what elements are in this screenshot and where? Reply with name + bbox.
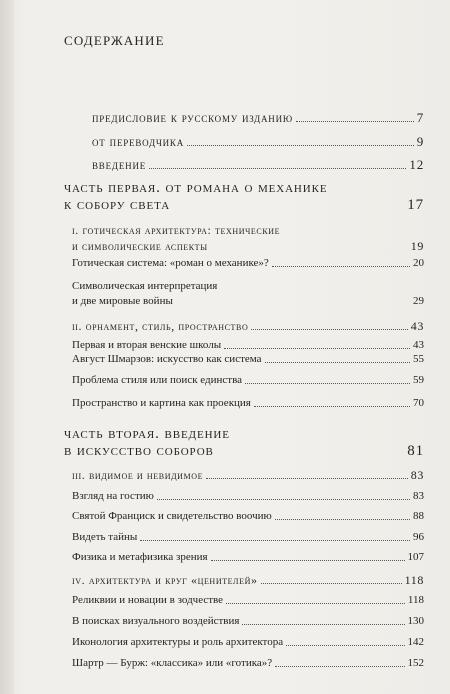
toc-page-number: 81 xyxy=(407,443,424,459)
toc-page-number: 9 xyxy=(416,134,424,149)
toc-page-number: 96 xyxy=(413,531,424,543)
toc-entry-title: от переводчика xyxy=(92,134,184,149)
toc-entry[interactable] xyxy=(72,373,424,388)
toc-page-number: 83 xyxy=(410,468,424,482)
toc-page-number: 7 xyxy=(416,110,424,125)
toc-chapter-title: i. готическая архитектура: технические и символические аспекты xyxy=(72,223,281,253)
toc-page-number: 118 xyxy=(404,573,424,587)
toc-part-two[interactable] xyxy=(64,426,424,460)
toc-entry-title: Готическая система: «роман о механике»? xyxy=(72,257,269,269)
toc-entry-title: Иконология архитектуры и роль архитектора xyxy=(72,636,284,648)
dot-leader xyxy=(224,348,410,349)
toc-entry-title: предисловие к русскому изданию xyxy=(92,110,293,125)
toc-entry-title: Видеть тайны xyxy=(72,531,138,543)
toc-page-number: 83 xyxy=(413,490,424,502)
toc-entry[interactable] xyxy=(72,396,424,411)
toc-chapter-title: ii. орнамент, стиль, пространство xyxy=(72,319,249,333)
toc-entry[interactable] xyxy=(72,338,424,353)
toc-chapter-title: iii. видимое и невидимое xyxy=(72,468,204,482)
toc-entry-title: Символическая интерпретация и две мировые войны xyxy=(72,280,218,307)
dot-leader xyxy=(245,383,410,384)
toc-entry-title: Взгляд на гостию xyxy=(72,490,154,502)
toc-entry-title: Август Шмарзов: искусство как система xyxy=(72,353,262,365)
dot-leader xyxy=(254,406,410,407)
toc-part-title: часть вторая. введение в искусство соборов xyxy=(64,426,230,459)
toc-entry-title: Шартр — Бурж: «классика» или «готика»? xyxy=(72,657,273,669)
toc-entry-preface[interactable] xyxy=(92,110,424,126)
toc-entry-introduction[interactable] xyxy=(92,157,424,173)
toc-page-number: 43 xyxy=(410,319,424,333)
toc-entry-title: В поисках визуального воздействия xyxy=(72,615,240,627)
dot-leader xyxy=(272,266,410,267)
toc-entry-title: Первая и вторая венские школы xyxy=(72,339,222,351)
dot-leader xyxy=(261,583,402,584)
dot-leader xyxy=(157,499,410,500)
toc-entry-title: Реликвии и новации в зодчестве xyxy=(72,594,224,606)
toc-entry[interactable] xyxy=(72,352,424,367)
toc-entry[interactable] xyxy=(72,530,424,545)
dot-leader xyxy=(286,645,404,646)
toc-entry-title: Проблема стиля или поиск единства xyxy=(72,374,243,386)
toc-page-number: 55 xyxy=(413,353,424,365)
toc-entry[interactable] xyxy=(72,509,424,524)
dot-leader xyxy=(211,560,405,561)
toc-page-number: 152 xyxy=(407,657,424,669)
toc-entry[interactable] xyxy=(72,635,424,650)
toc-page-number: 118 xyxy=(407,594,424,606)
toc-page-number: 142 xyxy=(407,636,424,648)
dot-leader xyxy=(242,624,404,625)
toc-page-number: 20 xyxy=(413,257,424,269)
page-title: содержание xyxy=(64,30,165,50)
toc-page-number: 12 xyxy=(409,157,424,172)
toc-entry[interactable] xyxy=(72,256,424,271)
toc-chapter-3[interactable] xyxy=(72,467,424,483)
toc-entry-title: Физика и метафизика зрения xyxy=(72,551,208,563)
toc-chapter-4[interactable] xyxy=(72,572,424,588)
toc-page-number: 17 xyxy=(407,197,424,213)
dot-leader xyxy=(296,121,414,122)
dot-leader xyxy=(265,362,410,363)
toc-entry-title: Святой Франциск и свидетельство воочию xyxy=(72,510,272,522)
toc-entry[interactable] xyxy=(72,656,424,671)
toc-entry[interactable] xyxy=(72,593,424,608)
dot-leader xyxy=(275,519,410,520)
toc-chapter-1[interactable] xyxy=(72,222,424,254)
dot-leader xyxy=(275,666,404,667)
toc-page-number: 88 xyxy=(413,510,424,522)
toc-entry-title: введение xyxy=(92,157,147,172)
toc-chapter-2[interactable] xyxy=(72,318,424,334)
toc-entry-title: Пространство и картина как проекция xyxy=(72,397,251,409)
dot-leader xyxy=(187,145,414,146)
toc-page-number: 43 xyxy=(413,339,424,351)
dot-leader xyxy=(140,540,410,541)
toc-page-number: 70 xyxy=(413,397,424,409)
toc-part-one[interactable] xyxy=(64,180,424,214)
toc-page-number: 19 xyxy=(410,239,424,253)
page-edge-shadow xyxy=(0,0,14,694)
toc-page-number: 107 xyxy=(407,551,424,563)
toc-entry[interactable] xyxy=(72,489,424,504)
toc-part-title: часть первая. от романа о механике к собору света xyxy=(64,180,328,213)
toc-entry[interactable] xyxy=(72,550,424,565)
toc-entry-translator[interactable] xyxy=(92,134,424,150)
dot-leader xyxy=(226,603,405,604)
toc-page-number: 59 xyxy=(413,374,424,386)
toc-entry[interactable] xyxy=(72,614,424,629)
toc-chapter-title: iv. архитектура и круг «ценителей» xyxy=(72,573,258,587)
toc-page-number: 29 xyxy=(413,295,424,307)
dot-leader xyxy=(251,329,407,330)
dot-leader xyxy=(206,478,408,479)
toc-entry[interactable] xyxy=(72,279,424,309)
dot-leader xyxy=(149,168,406,169)
toc-page-number: 130 xyxy=(407,615,424,627)
